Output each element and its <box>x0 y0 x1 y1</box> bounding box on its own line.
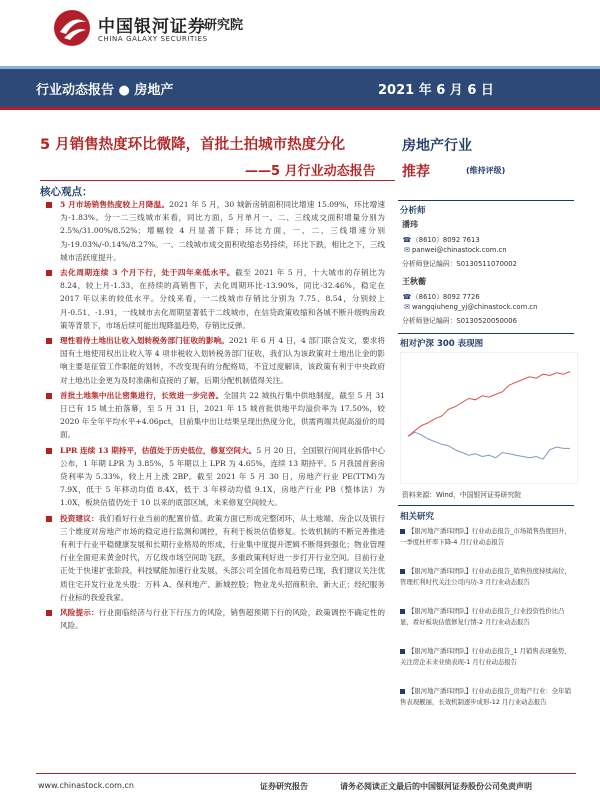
rating-note: (维持评级) <box>466 166 506 175</box>
paragraph-land-auction: 首批土地集中出让密集进行，长效进一步完善。全国共 22 城执行集中供地制度，截至 5 月 31 日已有 15 城土拍落幕，至 5 月 31 日，2021 年 15 城首批供地平均溢价率为 17.50%，较 2020 年全年平均水平+4.06pct，目前集中出让结果呈现出热度分化，供需两端共促高溢价的局面。 <box>40 389 385 442</box>
analyst-divider <box>398 200 574 201</box>
paragraph-investment-advice: 投资建议：我们看好行业当前的配置价值。政策方面已形成完整闭环，从土地端、房企以及银行三个维度对房地产市场的稳定进行监测和调控，有利于板块估值修复。长效机制的不断完善推进有利于行业平稳健康发展和长期行业格局的形成，行业集中度提升逻辑不断得到强化；物业管理行业全面迎来黄金时代，万亿级市场空间助飞跃，多重政策利好进一步打开行业空间。目前行业正处于快速扩张阶段，科技赋能加速行业发展，头部公司全国化布局趋势已现，我们建议关注优质住宅开发行业龙头股：万科 A、保利地产、新城控股；物业龙头招商积余、新大正；经纪服务行业标的我爱我家。 <box>40 512 385 604</box>
company-logo <box>52 8 282 52</box>
report-subtitle: ——5 月行业动态报告 <box>245 164 376 179</box>
report-type: 行业动态报告 <box>36 83 115 98</box>
related-heading: 相关研究 <box>400 512 435 522</box>
bullet-square-icon <box>400 569 405 574</box>
banner-top-stripe <box>0 66 600 69</box>
email-icon: ✉ <box>404 246 410 254</box>
title-divider <box>40 180 395 181</box>
analyst-name: 潘玮 <box>402 220 418 229</box>
institute-name: 研究院 <box>204 18 244 33</box>
phone-icon: ☎ <box>402 236 412 244</box>
chart-source: 资料来源：Wind，中国银河证券研究院 <box>402 491 522 499</box>
related-divider <box>398 505 574 506</box>
core-views-body <box>40 198 385 633</box>
analyst-email[interactable]: ✉ panwei@chinastock.com.cn <box>402 246 507 254</box>
chart-frame <box>400 352 578 484</box>
footer-divider <box>36 773 576 774</box>
email-icon: ✉ <box>404 303 410 311</box>
analyst-name: 王秋蘅 <box>402 277 426 286</box>
rating: 推荐 <box>402 164 430 180</box>
paragraph-destocking: 去化周期连续 3 个月下行，处于四年来低水平。截至 2021 年 5 月，十大城市的存销比为 8.24，较上月-1.33，在持续的高销售下，去化周期环比-13.90%，同比-32.46%，稳定在 2017 年以来的较低水平。分线来看，一二线城市存销比分别为 7.75、8.54，分别较上月-0.51、-1.91，一线城市去化周期显著低于二线城市，在信贷政策收缩和各城不断升级购房政策等背景下，市场后续可能出现降温趋势，存销比反弹。 <box>40 266 385 332</box>
analyst-reg-code: 分析师登记编码：S0130520050006 <box>402 317 517 325</box>
bullet-square-icon <box>400 609 405 614</box>
core-views-heading: 核心观点： <box>40 186 93 198</box>
analyst-reg-code: 分析师登记编码：S0130511070002 <box>402 260 517 268</box>
bullet-square-icon <box>400 529 405 534</box>
logo-english-name: CHINA GALAXY SECURITIES <box>98 35 208 43</box>
related-report-item[interactable]: 【银河地产潘玮团队】行业动态报告_房地产行业：全年销售表现靓丽，长效机制逐步成形-12 月行业动态报告 <box>400 687 571 706</box>
related-report-item[interactable]: 【银河地产潘玮团队】行业动态报告_行业投资性价比凸显，看好板块估值修复行情-2 月行业动态报告 <box>400 607 565 626</box>
phone-icon: ☎ <box>402 293 412 301</box>
report-title: 5 月销售热度环比微降，首批土拍城市热度分化 <box>40 137 346 153</box>
footer-disclaimer: 请务必阅读正文最后的中国银河证券股份公司免责声明 <box>340 782 532 791</box>
analyst-phone: ☎（8610）8092 7613 <box>402 236 480 244</box>
bullet-square-icon <box>46 448 52 454</box>
footer-report-label: 证券研究报告 <box>260 782 308 791</box>
related-report-item[interactable]: 【银河地产潘玮团队】行业动态报告_1 月销售表现强势，关注房企未来业绩表现-1 月行业动态报告 <box>400 647 571 666</box>
relative-performance-chart <box>400 352 578 484</box>
report-category <box>36 79 173 98</box>
bullet-square-icon <box>46 393 52 399</box>
report-sector: 房地产 <box>134 83 174 98</box>
related-report-item[interactable]: 【银河地产潘玮团队】行业动态报告_市场销售热度回升，一季度杜杆率下降-4 月行业动态报告 <box>400 527 571 546</box>
paragraph-sales-heat: 5 月市场销售热度较上月降温。2021 年 5 月，30 城新房销面积同比增速 15.09%，环比增速为-1.83%。分一二三线城市来看，同比方面，5 月单月一、二、三线成交面积增量分别为 2.5%/31.00%/8.52%；增幅较 4 月显著下降；环比方面，一、二、三线增速分别为-19.03%/-0.14%/8.27%。一、二线城市成交面积收缩态势持续，环比下跌，相比之下，三线城市活跃度提升。 <box>40 198 385 264</box>
related-report-item[interactable]: 【银河地产潘玮团队】行业动态报告_销售热度持续高位，管理杠利时代关注公司内功-3 月行业动态报告 <box>400 567 571 586</box>
bullet-square-icon <box>400 689 405 694</box>
analyst-email[interactable]: ✉ wangqiuheng_yj@chinastock.com.cn <box>402 303 537 311</box>
paragraph-risk-warning: 风险提示：行业面临经济与行业下行压力的风险，销售超预期下行的风险，政策调控不确定性的风险。 <box>40 606 385 632</box>
analyst-heading: 分析师 <box>400 206 426 216</box>
chart-heading: 相对沪深 300 表现图 <box>400 339 484 349</box>
bullet-square-icon <box>46 270 52 276</box>
paragraph-land-revenue: 理性看待土地出让收入划转税务部门征收的影响。2021 年 6 月 4 日，4 部门联合发文，要求将国有土地使用权出让收入等 4 项非税收入划转税务部门征收，我们认为该政策对土地出让金的影响主要是征管工作职能的划转，不改变现有的分配格局，不宜过度解读，该政策有利于中央政府对土地出让金更为及时准确和直接的了解，后期分配机制值得关注。 <box>40 334 385 387</box>
paragraph-lpr-valuation: LPR 连续 13 期持平，估值处于历史低位，修复空间大。5 月 20 日，全国银行间同业拆借中心公布，1 年期 LPR 为 3.85%，5 年期以上 LPR 为 4.65%，连续 13 期持平。5 月我国首套房贷利率为 5.33%，较上月上涨 2BP。截至 2021 年 5 月 30 日，房地产行业 PE(TTM)为 7.9X，低于 5 年移动均值 8.4X，低于 3 年移动均值 9.1X，房地产行业 PB（整体法）为 1.0X，板块估值仍处于 10 以来的底部区域，未来修复空间较大。 <box>40 444 385 510</box>
bullet-square-icon <box>46 338 52 344</box>
bullet-square-icon <box>46 516 52 522</box>
footer-website[interactable]: www.chinastock.com.cn <box>38 781 134 790</box>
banner-bottom-stripe <box>0 107 600 110</box>
galaxy-logo-icon <box>52 8 92 48</box>
analyst-phone: ☎（8610）8092 7726 <box>402 293 480 301</box>
logo-chinese-name: 中国银河证券 <box>98 17 206 37</box>
bullet-square-icon <box>46 610 52 616</box>
bullet-square-icon <box>46 202 52 208</box>
report-date: 2021 年 6 月 6 日 <box>378 83 494 98</box>
industry-name: 房地产行业 <box>402 138 472 154</box>
bullet-square-icon <box>400 649 405 654</box>
chart-divider <box>398 333 574 334</box>
bullet-dot-icon: ● <box>114 83 135 98</box>
